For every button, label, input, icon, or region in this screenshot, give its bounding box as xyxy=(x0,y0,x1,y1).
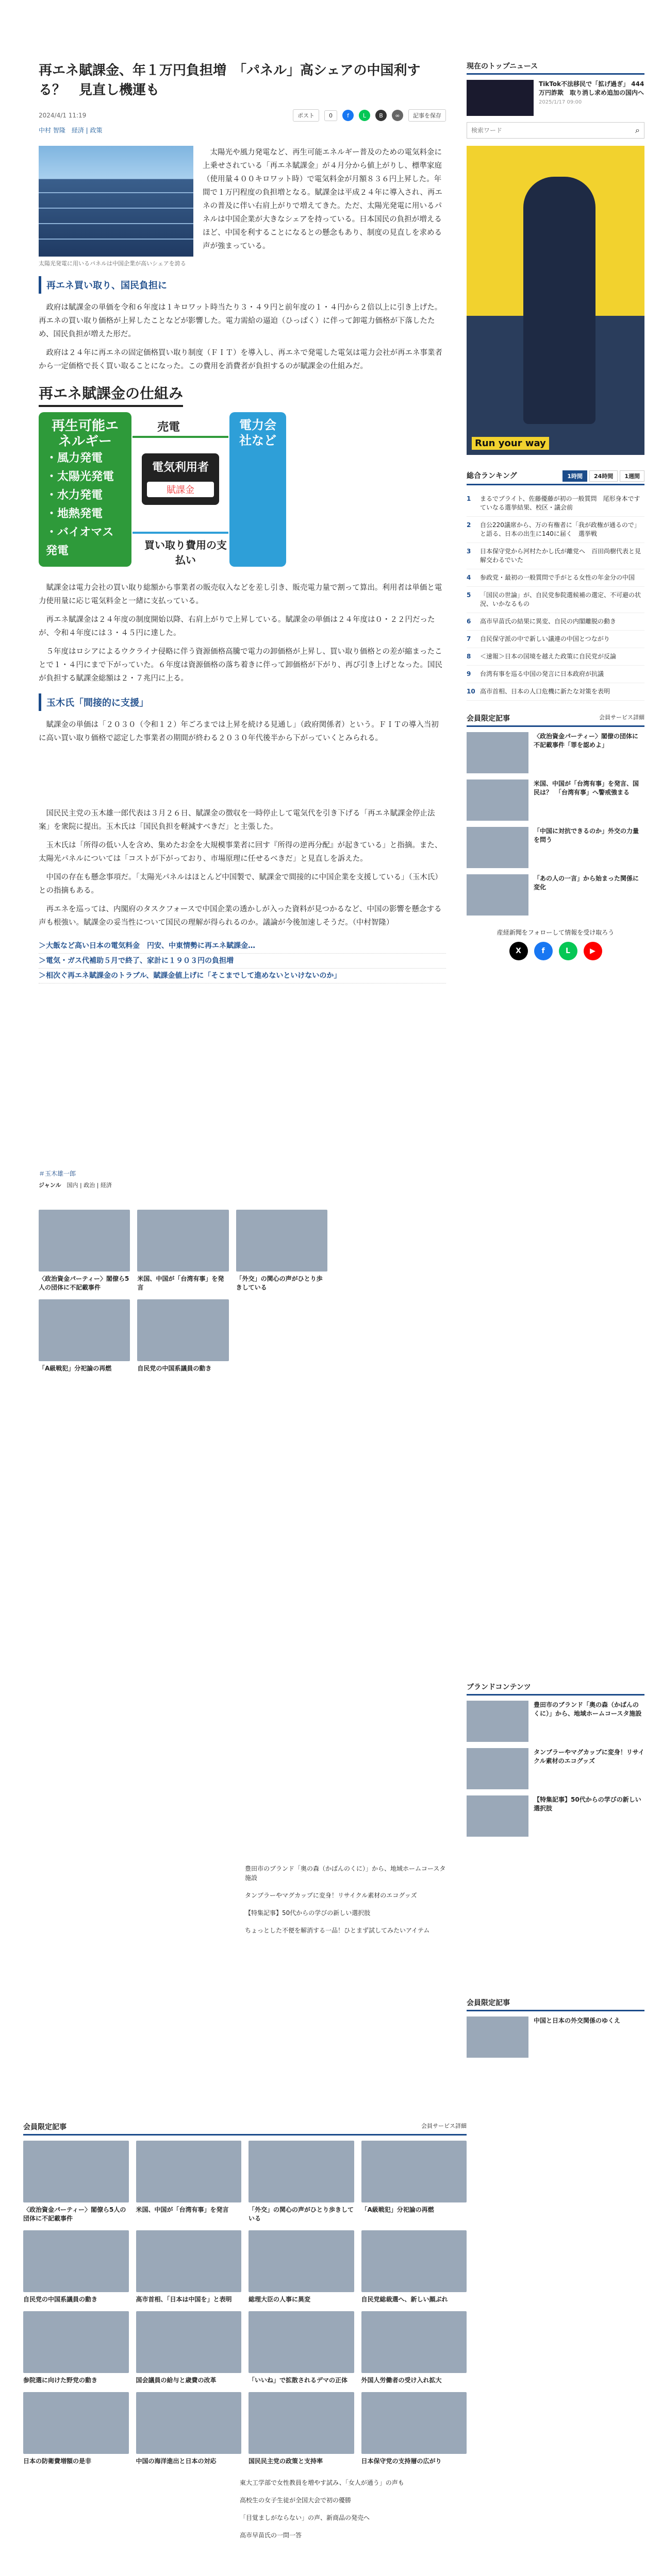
tab-1h[interactable]: 1時間 xyxy=(562,470,587,482)
related-links xyxy=(39,939,446,984)
ranking-header: 総合ランキング 1時間 24時間 1週間 xyxy=(467,470,644,485)
paragraph: 賦課金は電力会社の買い取り総額から事業者の販売収入などを差し引き、販売電力量で割って算出。利用者は単価と電力使用量に応じ電気料金と一緒に支払っている。 xyxy=(39,584,442,605)
lead-paragraph: 太陽光や風力発電など、再生可能エネルギー普及のための電気料金に上乗せされている「再エネ賦課金」が４月分から値上がりし、標準家庭（使用量４００キロワット時）で電気料金が月額８３６円上昇した。年間で１万円程度の負担増となる。賦課金は平成２４年に導入され、再エネの普及に伴い右肩上がりで増えてきた。ただ、太陽光発電に用いるパネルは中国企業が大きなシェアを持っている。日本国民の負担が増えるほど、中国を利することになるとの懸念もあり、制度の見直しを求める声が強まっている。 xyxy=(203,148,442,250)
member-card[interactable]: 「A級戦犯」分祀論の再燃 xyxy=(361,2141,467,2223)
recommend-card[interactable]: 米国、中国が「台湾有事」を発言 xyxy=(137,1210,228,1292)
article-main xyxy=(23,61,467,2539)
photo-caption: 太陽光発電に用いるパネルは中国企業が高いシェアを誇る xyxy=(39,260,186,267)
topic-title: TikTok不法移民で「拡げ過ぎ」 444万円詐欺 取り消し求め追加の国内へ xyxy=(539,80,644,96)
infographic xyxy=(39,382,286,573)
member-card[interactable]: 「いいね」で拡散されるデマの正体 xyxy=(249,2311,354,2385)
ranking-item[interactable]: 5 「国民の世論」が、自民党参院選候補の選定、不可避の状況、いかなるもの xyxy=(467,587,644,613)
publish-date: 2024/4/1 11:19 xyxy=(39,112,87,119)
share-count: 0 xyxy=(324,110,337,121)
member-card[interactable]: 高市首相、「日本は中国を」と表明 xyxy=(136,2230,242,2304)
paragraph: 玉木氏は「所得の低い人を含め、集めたお金を大規模事業者に回す『所得の逆再分配』が起きている」と指摘。また、太陽光パネルについては「コストが下がっており、市場原理に任せるべきだ」と見直しを訴えた。 xyxy=(39,841,442,863)
sell-arrow xyxy=(133,436,228,438)
buy-arrow xyxy=(133,532,228,534)
tab-1w[interactable]: 1週間 xyxy=(620,470,644,482)
power-company-box: 電力会社など xyxy=(229,412,286,567)
paragraph: 中国の存在も懸念事項だ。「太陽光パネルはほとんど中国製で、賦課金で間接的に中国企業を支援している」（玉木氏）との指摘もある。 xyxy=(39,873,442,895)
member-card[interactable]: 自民党総裁選へ、新しい顔ぶれ xyxy=(361,2230,467,2304)
paragraph: 政府は２４年に再エネの固定価格買い取り制度（ＦＩＴ）を導入し、再エネで発電した電気は電力会社が再エネ事業者から一定価格で長く買い取ることになった。この費用を消費者が負担するのが賦課金の仕組みだ。 xyxy=(39,349,442,370)
paragraph: ５年度はロシアによるウクライナ侵略に伴う資源価格高騰で電力の卸価格が上昇し、買い取り価格との差が縮まったことで１・４円にまで下がっていた。６年度は資源価格の落ち着きに伴って卸価格が下がり、再び引き上げとなった。国民が負担する賦課金総額は２・７兆円に上る。 xyxy=(39,648,442,683)
related-link[interactable]: ＞相次ぐ再エネ賦課金のトラブル、賦課金値上げに「そこまでして進めないといけないのか」 xyxy=(39,969,446,984)
member-card[interactable]: 国会議員の給与と歳費の改革 xyxy=(136,2311,242,2385)
search-icon[interactable]: ⌕ xyxy=(635,125,640,135)
section-heading: 再エネ買い取り、国民負担に xyxy=(39,276,446,294)
article-title: 再エネ賦課金、年１万円負担増 「パネル」高シェアの中国利する？ 見直し機運も xyxy=(39,63,421,98)
member-card[interactable]: 日本保守党の支持層の広がり xyxy=(361,2392,467,2466)
line-icon[interactable]: L xyxy=(359,110,370,121)
fee-label: 賦課金 xyxy=(147,482,214,497)
special-more-link[interactable]: 会員サービス詳細 xyxy=(599,714,644,721)
recommend-card[interactable]: 自民党の中国系議員の動き xyxy=(137,1299,228,1373)
member-text-item[interactable]: 東大工学部で女性教員を増やす試み、「女人が通う」の声も xyxy=(240,2479,404,2486)
genre-items[interactable]: 国内 | 政治 | 経済 xyxy=(67,1182,112,1189)
member-text-list xyxy=(240,2478,446,2540)
ranking-item[interactable]: 9 台湾有事を巡る中国の発言に日本政府が抗議 xyxy=(467,666,644,683)
special-header-2: 会員限定記事 xyxy=(467,1997,644,2011)
member-text-item[interactable]: 「目覚ましがならない」の声、新商品の発売へ xyxy=(240,2514,370,2521)
member-card[interactable]: 自民党の中国系議員の動き xyxy=(23,2230,129,2304)
member-card[interactable]: 参院選に向けた野党の動き xyxy=(23,2311,129,2385)
member-card[interactable]: 〈政治資金パーティー〉閣僚ら5人の団体に不記載事件 xyxy=(23,2141,129,2223)
member-card[interactable]: 日本の防衛費増額の是非 xyxy=(23,2392,129,2466)
user-box xyxy=(142,453,219,505)
member-text-item[interactable]: 高市早苗氏の一問一答 xyxy=(240,2532,302,2539)
related-link[interactable]: ＞大飯など高い日本の電気料金 円安、中東情勢に再エネ賦課金… xyxy=(39,939,446,954)
solar-panel-photo xyxy=(39,146,193,257)
member-articles xyxy=(23,2122,467,2548)
brand-item[interactable]: ちょっとした不便を解消する一品！ひとまず試してみたいアイテム xyxy=(245,1927,430,1934)
ranking-item[interactable]: 10 高市首相、日本の人口危機に新たな対策を表明 xyxy=(467,683,644,701)
link-icon[interactable]: ∞ xyxy=(392,110,403,121)
post-button[interactable]: ポスト xyxy=(293,109,319,122)
member-card[interactable]: 国民民主党の政策と支持率 xyxy=(249,2392,354,2466)
follow-label: 産経新聞をフォローして情報を受け取ろう xyxy=(496,929,615,936)
ranking-item[interactable]: 2 自公220議席から、万の有権者に「我が政権が通るので」と語る、日本の出生に140に届く 選挙戦 xyxy=(467,517,644,543)
ranking-list xyxy=(467,490,644,701)
recommend-card[interactable]: 「外交」の関心の声がひとり歩きしている xyxy=(236,1210,327,1292)
renewable-item: ・風力発電 xyxy=(46,452,103,465)
infographic-title: 再エネ賦課金の仕組み xyxy=(39,382,183,407)
brand-text-list xyxy=(245,1864,451,1943)
special-card[interactable]: 米国、中国が「台湾有事」を発言、国民は？ 「台湾有事」へ警戒強まる xyxy=(467,779,644,821)
x-icon[interactable]: X xyxy=(509,942,528,960)
paragraph: 賦課金の単価は「２０３０（令和１２）年ごろまでは上昇を続ける見通し」（政府関係者）という。ＦＩＴの導入当初に高い買い取り価格で認定した事業者の期間が終わる２０３０年代後半から下がっていくとみられる。 xyxy=(39,721,439,742)
genre-label: ジャンル xyxy=(39,1182,61,1189)
renewable-box xyxy=(39,412,131,567)
facebook-icon[interactable]: f xyxy=(342,110,354,121)
line-icon[interactable]: L xyxy=(559,942,577,960)
ranking-item[interactable]: 7 自民保守派の中で新しい議連の中国とつながり xyxy=(467,631,644,648)
member-card[interactable]: 中国の海洋進出と日本の対応 xyxy=(136,2392,242,2466)
member-header: 会員限定記事 xyxy=(23,2123,67,2131)
renewable-item: ・地熱発電 xyxy=(46,507,103,520)
ranking-item[interactable]: 6 高市早苗氏の結果に異変、自民の内閣離脱の動き xyxy=(467,613,644,631)
topic-card[interactable] xyxy=(467,80,644,116)
paragraph: 国民民主党の玉木雄一郎代表は３月２６日、賦課金の徴収を一時停止して電気代を引き下げる「再エネ賦課金停止法案」を衆院に提出。玉木氏は「国民負担を軽減すべきだ」と主張した。 xyxy=(39,809,435,831)
special-card[interactable]: 中国と日本の外交関係のゆくえ xyxy=(467,2016,644,2058)
special-header: 会員限定記事 会員サービス詳細 xyxy=(467,713,644,727)
article-meta xyxy=(39,109,446,122)
topics-header: 現在のトップニュース xyxy=(467,61,644,75)
sidebar xyxy=(467,61,644,2064)
recommend-grid xyxy=(39,1210,327,1373)
facebook-icon[interactable]: f xyxy=(534,942,553,960)
search-input[interactable] xyxy=(471,127,635,134)
member-card[interactable]: 総理大臣の人事に異変 xyxy=(249,2230,354,2304)
member-card[interactable]: 「外交」の関心の声がひとり歩きしている xyxy=(249,2141,354,2223)
ranking-item[interactable]: 8 ＜速報＞日本の国境を越えた政策に自民党が反論 xyxy=(467,648,644,666)
special-card[interactable]: 「あの人の一言」から始まった関係に変化 xyxy=(467,874,644,916)
search-box xyxy=(467,122,644,139)
ranking-item[interactable]: 1 まるでブライト、佐藤優藤が初の一般質問 尾形身本ですていなる選挙結果、校区・議会前 xyxy=(467,490,644,517)
ad-figure xyxy=(523,177,595,424)
special-card[interactable]: 「中国に対抗できるのか」外交の力量を問う xyxy=(467,827,644,868)
member-card[interactable]: 米国、中国が「台湾有事」を発言 xyxy=(136,2141,242,2223)
renewable-item: ・水力発電 xyxy=(46,489,103,502)
brand-item[interactable]: タンブラーやマグカップに変身！リサイクル素材のエコグッズ xyxy=(245,1892,417,1899)
member-grid xyxy=(23,2141,467,2466)
tab-24h[interactable]: 24時間 xyxy=(589,470,618,482)
share-bar xyxy=(293,109,446,122)
sell-label: 売電 xyxy=(157,421,180,434)
tag-link[interactable]: ＃玉木雄一郎 xyxy=(39,1170,76,1177)
topic-date: 2025/1/17 09:00 xyxy=(539,99,582,105)
renewable-item: ・太陽光発電 xyxy=(46,470,114,483)
member-text-item[interactable]: 高校生の女子生徒が全国大会で初の優勝 xyxy=(240,2497,352,2504)
hatena-icon[interactable]: B xyxy=(375,110,387,121)
category[interactable]: 経済 | 政策 xyxy=(71,127,103,134)
recommend-card[interactable]: 〈政治資金パーティー〉閣僚ら5人の団体に不記載事件 xyxy=(39,1210,130,1292)
brand-item[interactable]: 【特集記事】50代からの学びの新しい選択肢 xyxy=(245,1909,371,1917)
renewable-item: ・バイオマス発電 xyxy=(46,526,114,557)
user-label: 電気利用者 xyxy=(152,461,209,474)
brand-header: ブランドコンテンツ xyxy=(467,1682,644,1696)
social-icons xyxy=(467,942,644,960)
recommend-card[interactable]: 「A級戦犯」分祀論の再燃 xyxy=(39,1299,130,1373)
ranking-item[interactable]: 4 参政党・最初の一般質問で手がとる女性の年金分の中国 xyxy=(467,569,644,587)
paragraph: 政府は賦課金の単価を令和６年度は１キロワット時当たり３・４９円と前年度の１・４円から２倍以上に引き上げた。再エネの買い取り価格が上昇したことなどが影響した。電力需給の逼迫（ひっぱく）に伴って卸電力価格が下落したため、国民負担が増えた形だ。 xyxy=(39,303,442,338)
member-more-link[interactable]: 会員サービス詳細 xyxy=(421,2123,467,2129)
related-link[interactable]: ＞電気・ガス代補助５月で終了、家計に１９０３円の負担増 xyxy=(39,954,446,969)
brand-item[interactable]: 豊田市のブランド「奥の森（かばんのくに）」から、地域ホームコースタ施設 xyxy=(245,1865,446,1882)
renewable-title: 再生可能エネルギー xyxy=(51,418,119,449)
brand-card[interactable]: 豊田市のブランド「奥の森（かばんのくに）」から、地域ホームコースタ施設 xyxy=(467,1701,644,1742)
brand-card[interactable]: 【特集記事】50代からの学びの新しい選択肢 xyxy=(467,1795,644,1837)
author[interactable]: 中村 智隆 xyxy=(39,127,65,134)
ad-text: Run your way xyxy=(472,437,549,450)
ranking-item[interactable]: 3 日本保守党から河村たかし氏が離党へ 百田尚樹代表と見解交わるでいた xyxy=(467,543,644,569)
advertisement[interactable] xyxy=(467,146,644,455)
byline xyxy=(39,126,446,134)
section-heading: 玉木氏「間接的に支援」 xyxy=(39,693,446,711)
paragraph: 再エネ賦課金は２４年度の制度開始以降、右肩上がりで上昇している。賦課金の単価は２４年度は０・２２円だったが、令和４年度には３・４５円に達した。 xyxy=(39,616,435,637)
youtube-icon[interactable]: ▶ xyxy=(584,942,602,960)
brand-card[interactable]: タンブラーやマグカップに変身！リサイクル素材のエコグッズ xyxy=(467,1748,644,1789)
paragraph: 再エネを巡っては、内閣府のタスクフォースで中国企業の透かしが入った資料が見つかるなど、中国の影響を懸念する声も根強い。賦課金の妥当性について国民の理解が得られるのか。議論が今後加速しそうだ。（中村智隆） xyxy=(39,905,442,927)
save-article-button[interactable]: 記事を保存 xyxy=(408,109,446,122)
buy-label: 買い取り費用の支払い xyxy=(144,539,227,566)
special-card[interactable]: 〈政治資金パーティー〉閣僚の団体に不記載事件「罪を認めよ」 xyxy=(467,732,644,773)
member-card[interactable]: 外国人労働者の受け入れ拡大 xyxy=(361,2311,467,2385)
